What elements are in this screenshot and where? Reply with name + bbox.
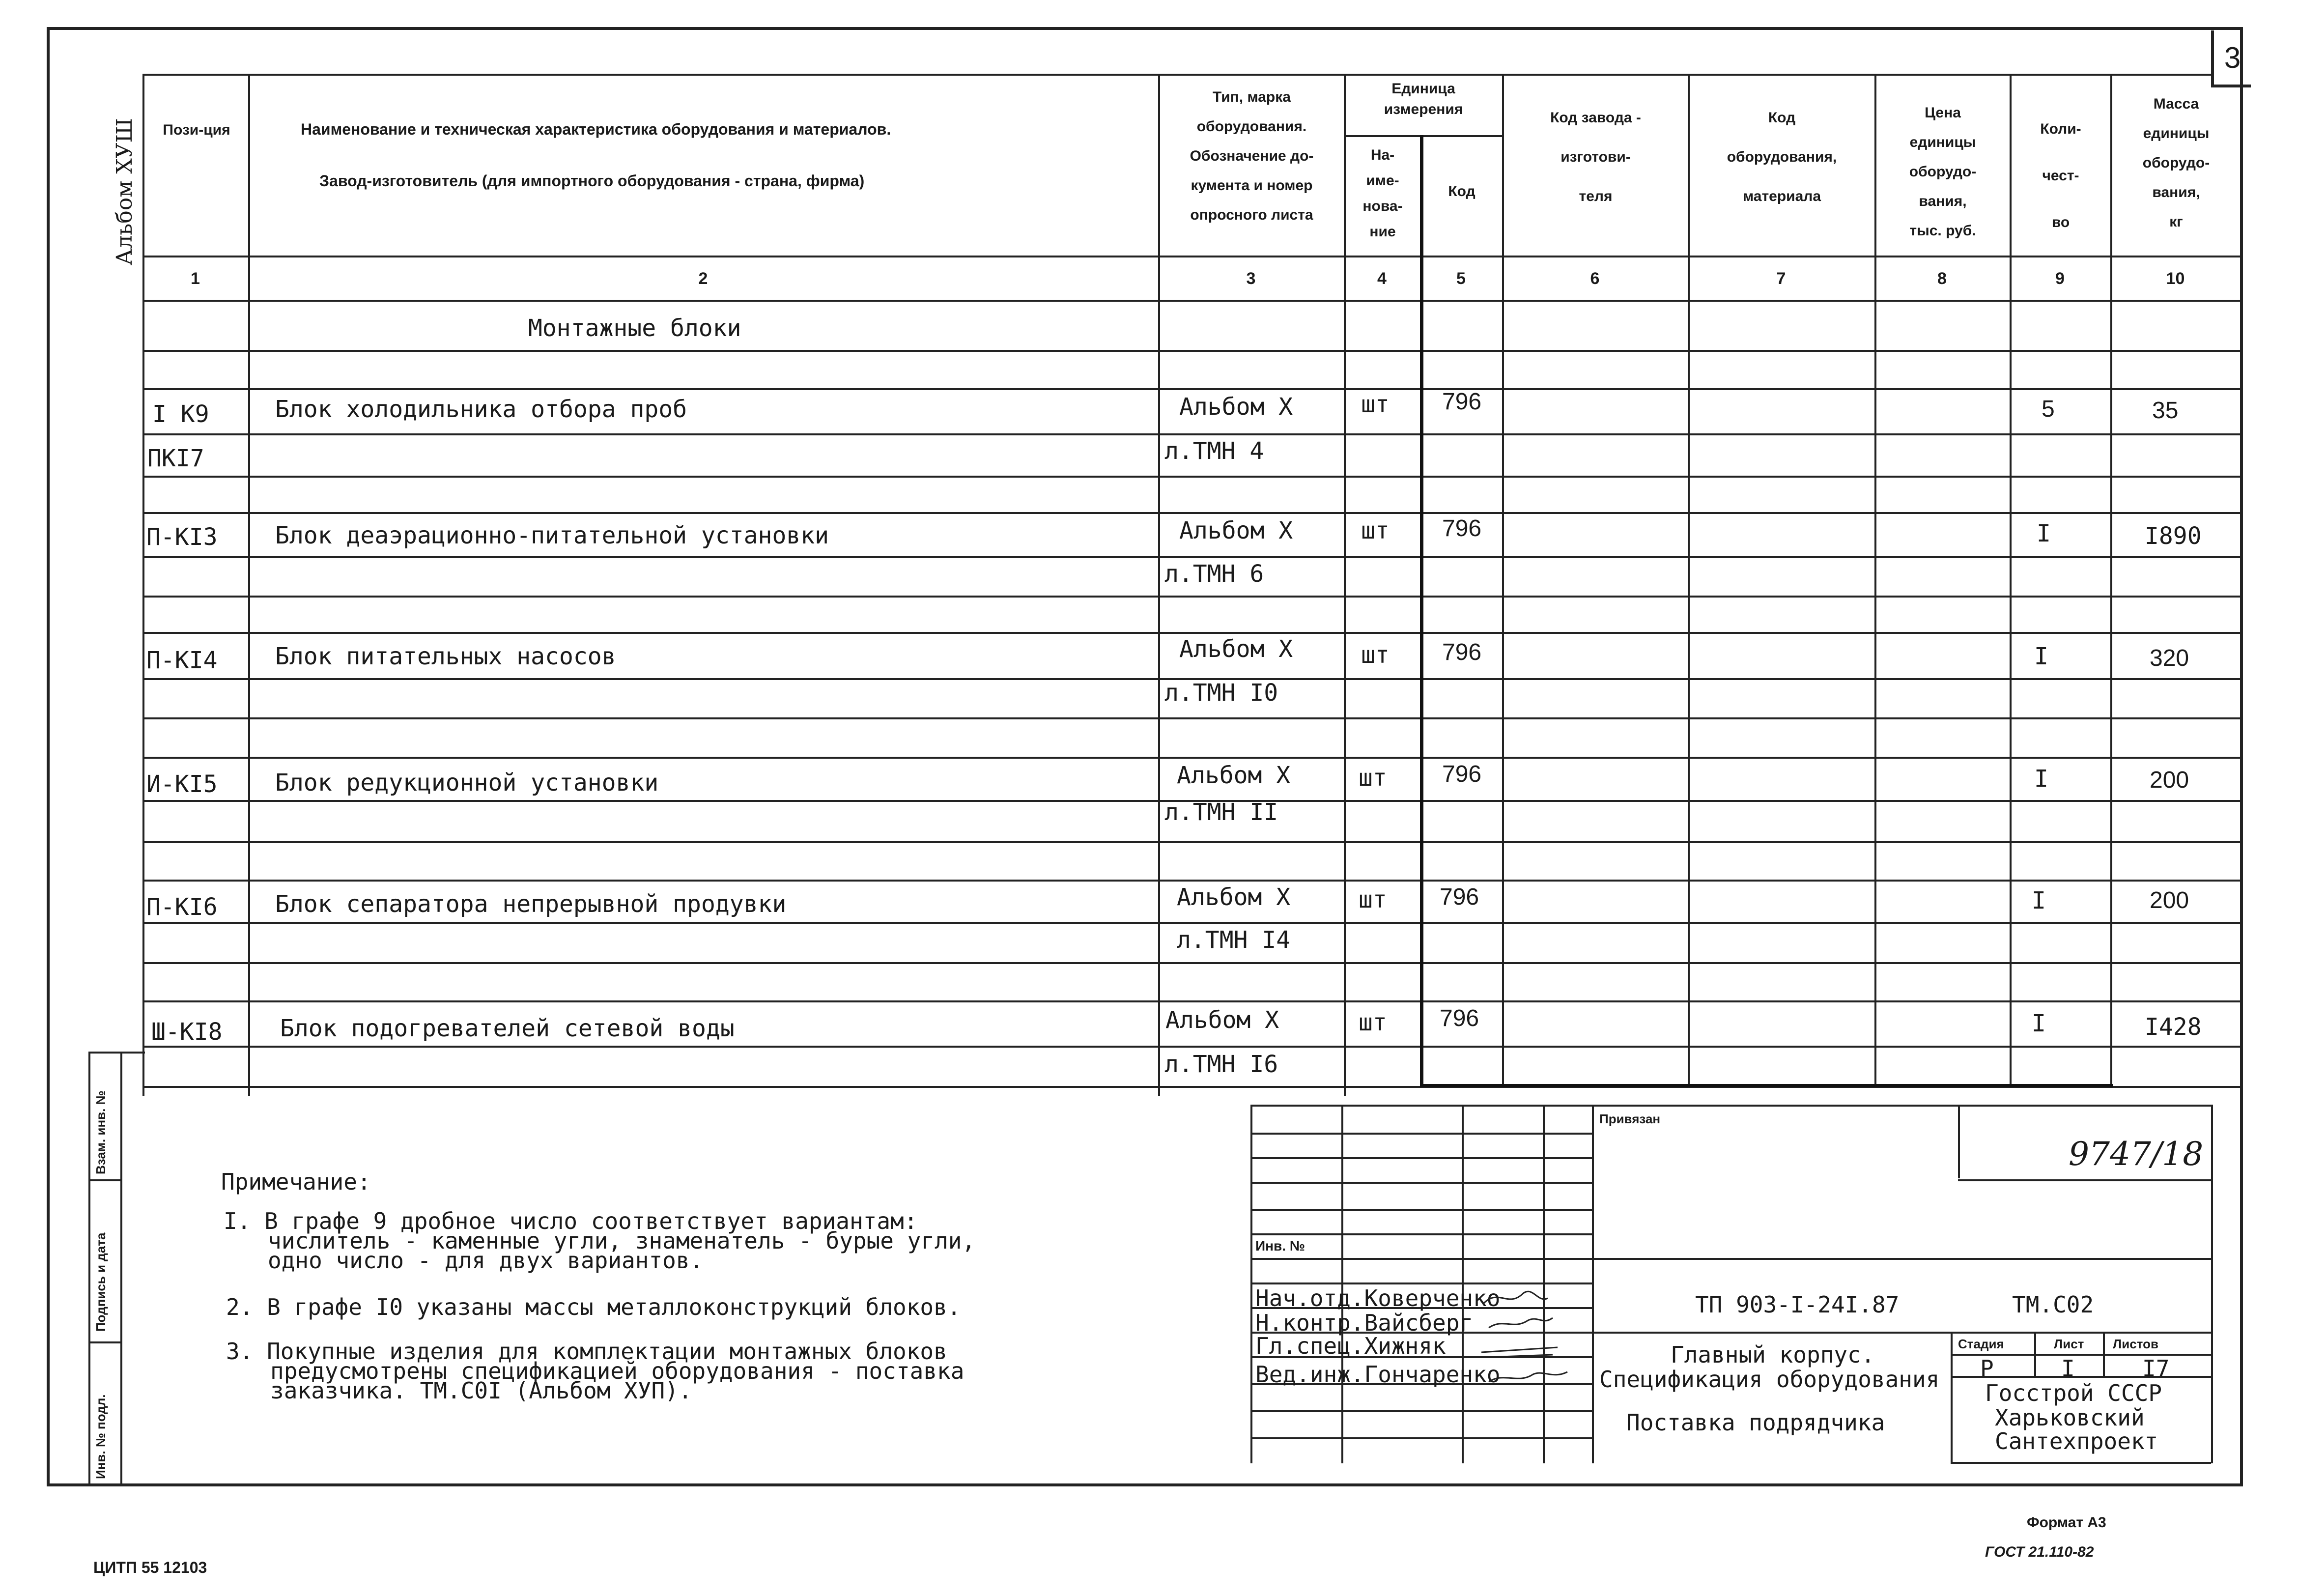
doc-code: ТП 903-I-24I.87 [1695,1291,1900,1318]
col-num-4: 4 [1377,269,1387,288]
stamp-inv-original: Инв. № подл. [93,1394,108,1479]
row4-mass: 200 [2150,767,2189,793]
stamp-col-line [120,1052,122,1486]
gost-label: ГОСТ 21.110-82 [1985,1544,2094,1560]
row-line [142,350,2243,352]
note1-line2: числитель - каменные угли, знаменатель - бурые угли, [268,1227,976,1254]
row5-mass: 200 [2150,887,2189,913]
header-equipment-code: Код оборудования, материала [1727,110,1837,204]
col-num-10: 10 [2166,269,2185,288]
row4-position: И-КI5 [146,770,218,798]
org-line1: Госстрой СССР [1985,1380,2162,1406]
row2-mass: I890 [2145,522,2202,550]
inv-label: Инв. № [1255,1238,1305,1254]
row1-unit: шт [1361,391,1390,418]
header-name-line1: Наименование и техническая характеристика оборудования и материалов. [301,120,891,138]
row1-code: 796 [1442,389,1482,415]
staff-chief-spec: Гл.спец.Хижняк [1255,1333,1446,1359]
sheet-number: 3 [2211,30,2251,87]
header-type: Тип, марка оборудования. Обозначение до- кумента и номер опросного листа [1190,89,1314,223]
row-line [142,632,2243,634]
stage-value: Р [1980,1355,1994,1382]
org-line3: Сантехпроект [1995,1428,2158,1454]
row3-position: П-КI4 [146,647,218,674]
col-num-3: 3 [1246,269,1256,288]
row3-type: Альбом Х [1179,635,1293,663]
tb-line [1250,1182,1592,1184]
col-num-6: 6 [1590,269,1600,288]
row2-name: Блок деаэрационно-питательной установки [275,522,829,549]
tb-line [1951,1332,1953,1463]
row4-doc: л.ТМН II [1164,798,1278,826]
row5-doc: л.ТМН I4 [1177,926,1291,954]
tb-line [1958,1179,2211,1181]
header-quantity: Коли- чест- во [2040,121,2081,230]
row3-code: 796 [1442,639,1482,665]
signatures [1479,1283,1592,1396]
tb-line [1250,1233,1592,1235]
row6-mass: I428 [2145,1013,2202,1041]
project-number: 9747/18 [2069,1135,2204,1173]
row2-code: 796 [1442,515,1482,542]
header-price: Цена единицы оборудо- вания, тыс. руб. [1909,105,1977,239]
stamp-signature-date: Подпись и дата [93,1232,108,1332]
row-line [142,841,2243,843]
staff-norm-control: Н.контр.Вайсберг [1255,1310,1474,1336]
title-line1: Главный корпус. [1671,1341,1875,1368]
row1-position2: ПКI7 [147,445,204,472]
sheets-label: Листов [2113,1337,2158,1351]
header-position: Пози-ция [163,122,230,138]
side-album-label: Альбом ХУШ [112,118,137,265]
citp-label: ЦИТП 55 12103 [93,1559,207,1576]
row2-qty: I [2037,520,2051,547]
col-line [2241,74,2242,1160]
row6-position: Ш-КI8 [151,1018,223,1046]
row3-mass: 320 [2150,645,2189,671]
col-num-1: 1 [191,269,200,288]
note1-line3: одно число - для двух вариантов. [268,1247,704,1274]
stamp-replace-inv: Взам. инв. № [93,1090,108,1174]
section-title: Монтажные блоки [528,314,741,342]
tb-line [1250,1437,1592,1439]
stage-label: Стадия [1958,1337,2004,1351]
row4-unit: шт [1359,764,1387,792]
row2-unit: шт [1361,517,1390,544]
row2-doc: л.ТМН 6 [1164,560,1264,588]
row5-name: Блок сепаратора непрерывной продувки [275,890,787,918]
row6-name: Блок подогревателей сетевой воды [280,1015,735,1042]
col-num-9: 9 [2055,269,2065,288]
header-unit: Единица измерения [1384,81,1463,117]
tb-line [1951,1462,2211,1464]
col-line [142,74,144,1096]
row-line [142,1000,2243,1002]
row6-qty: I [2032,1010,2046,1037]
tb-line [1250,1105,2211,1107]
row1-mass: 35 [2152,398,2179,424]
col-line [1502,74,1504,1086]
row-line [142,717,2243,719]
row-line [142,512,2243,514]
staff-head: Нач.отд.Коверченко [1255,1285,1501,1311]
sheet-value: I [2061,1355,2075,1382]
header-bottom-line [142,256,2243,257]
sheet-label: Лист [2054,1337,2084,1351]
row-line [142,1046,2243,1048]
tb-line [1250,1258,2211,1260]
row4-qty: I [2034,765,2048,793]
note3-line3: заказчика. ТМ.С0I (Альбом ХУП). [270,1377,692,1404]
tb-line [1250,1133,1592,1135]
row-line [142,433,2243,435]
row3-doc: л.ТМН I0 [1164,679,1278,707]
stamp-col-line [88,1052,90,1486]
row6-code: 796 [1440,1005,1479,1031]
row3-name: Блок питательных насосов [275,643,616,670]
row5-position: П-КI6 [146,893,218,921]
header-factory-code: Код завода - изготови- теля [1550,110,1641,204]
org-line2: Харьковский [1995,1404,2145,1431]
row1-position: I К9 [152,400,209,428]
row3-qty: I [2034,643,2048,670]
tb-line [1250,1209,1592,1211]
col-num-7: 7 [1776,269,1786,288]
row3-unit: шт [1361,641,1390,669]
row1-doc: л.ТМН 4 [1164,437,1264,465]
staff-lead-engineer: Вед.инж.Гончаренко [1255,1361,1501,1388]
row5-type: Альбом Х [1177,884,1291,911]
header-unit-code: Код [1448,183,1475,200]
row4-code: 796 [1442,761,1482,787]
tb-line [1958,1105,1960,1178]
tb-line [2211,1105,2213,1463]
sheet-code: ТМ.С02 [2012,1291,2094,1318]
col-num-8: 8 [1937,269,1947,288]
note3-line2: предусмотрены спецификацией оборудования - поставка [270,1358,965,1384]
col-line [1688,74,1690,1086]
row2-position: П-КI3 [146,523,218,551]
note3-line1: 3. Покупные изделия для комплектации монтажных блоков [226,1338,947,1365]
tb-line [1250,1410,1592,1412]
header-unit-name: На- име- нова- ние [1362,147,1403,240]
stamp-line [88,1052,145,1054]
row5-qty: I [2032,887,2046,914]
title-line2: Спецификация оборудования [1599,1366,1940,1393]
row-line [142,596,2243,598]
sheets-value: I7 [2142,1355,2170,1382]
row4-type: Альбом Х [1177,762,1291,789]
col-num-5: 5 [1456,269,1466,288]
row5-unit: шт [1359,886,1387,913]
colnum-bottom-line [142,300,2243,302]
privyazan-label: Привязан [1599,1112,1661,1126]
row6-doc: л.ТМН I6 [1164,1051,1278,1078]
row-line [142,476,2243,478]
row6-unit: шт [1359,1009,1387,1036]
tb-line [1592,1105,1594,1463]
title-line3: Поставка подрядчика [1626,1409,1885,1436]
row1-name: Блок холодильника отбора проб [275,396,687,423]
format-label: Формат А3 [2027,1514,2106,1531]
table-top-border [142,74,2211,76]
stamp-line [88,1179,120,1181]
row-line [142,962,2243,964]
note1-line1: I. В графе 9 дробное число соответствует вариантам: [224,1208,918,1234]
header-name-line2: Завод-изготовитель (для импортного оборудования - страна, фирма) [319,172,865,190]
col-line [248,74,250,1096]
row6-type: Альбом Х [1165,1006,1279,1034]
row4-name: Блок редукционной установки [275,769,659,797]
row-line [142,757,2243,759]
stamp-line [88,1341,120,1343]
row-line [142,880,2243,882]
row-line [142,388,2243,390]
row2-type: Альбом Х [1179,517,1293,544]
row-line [142,556,2243,558]
notes-title: Примечание: [221,1168,371,1195]
row1-qty: 5 [2042,396,2055,422]
col-num-2: 2 [698,269,708,288]
tb-line [1250,1157,1592,1159]
header-mass: Масса единицы оборудо- вания, кг [2142,96,2210,230]
thick-bottom-line [1420,1084,2113,1087]
row5-code: 796 [1440,884,1479,910]
row1-type: Альбом Х [1179,393,1293,421]
row-line [142,922,2243,924]
note2: 2. В графе I0 указаны массы металлоконструкций блоков. [226,1294,961,1320]
